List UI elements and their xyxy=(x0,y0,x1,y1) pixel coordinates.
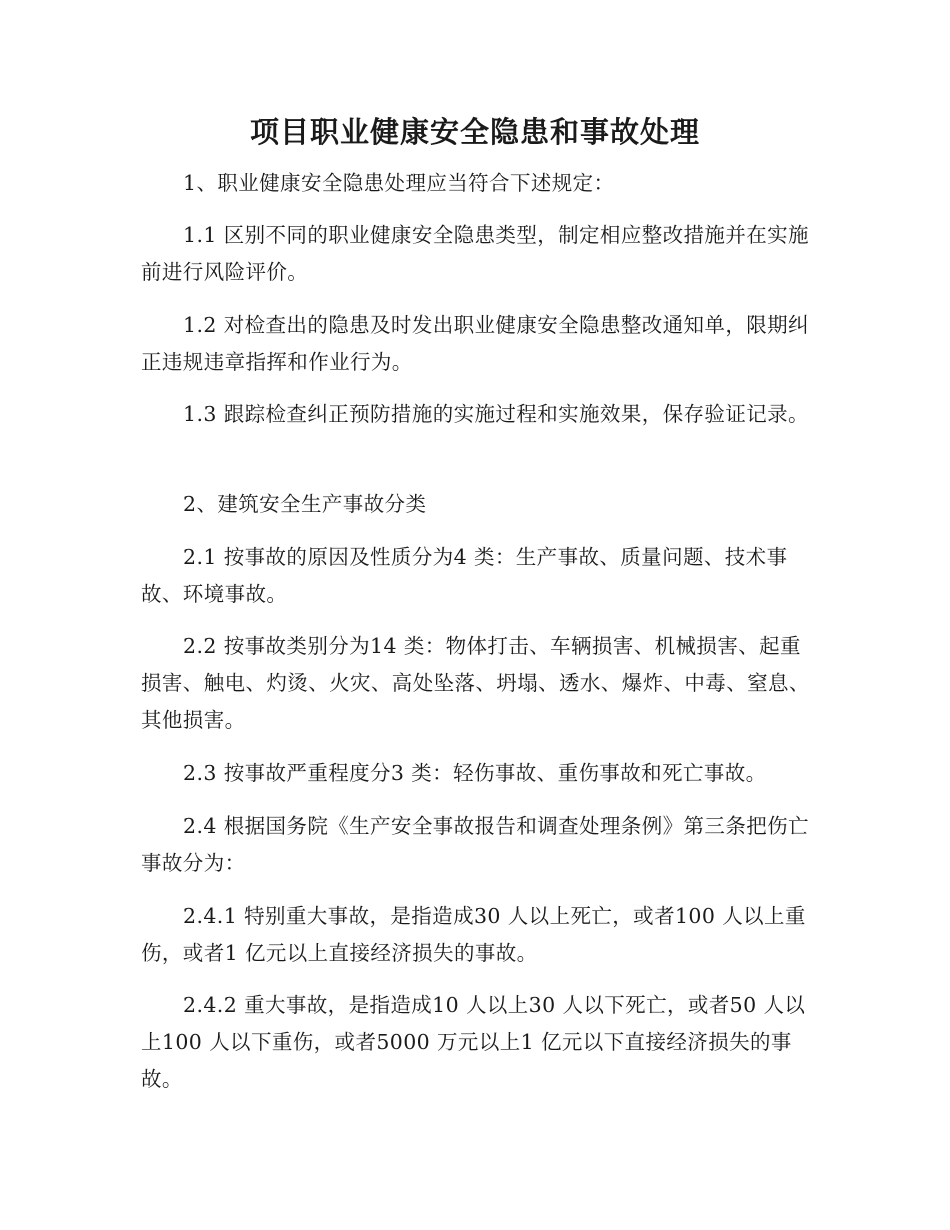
paragraph-2-4-1: 2.4.1 特别重大事故，是指造成30 人以上死亡，或者100 人以上重伤，或者1 亿元以上直接经济损失的事故。 xyxy=(141,904,806,965)
paragraph-2-2: 2.2 按事故类别分为14 类：物体打击、车辆损害、机械损害、起重损害、触电、灼烫、火灾、高处坠落、坍塌、透水、爆炸、中毒、窒息、其他损害。 xyxy=(141,634,810,732)
paragraph-2-1: 2.1 按事故的原因及性质分为4 类：生产事故、质量问题、技术事故、环境事故。 xyxy=(141,545,788,606)
paragraph-2-4: 2.4 根据国务院《生产安全事故报告和调查处理条例》第三条把伤亡事故分为： xyxy=(141,814,809,875)
document-title: 项目职业健康安全隐患和事故处理 xyxy=(249,115,700,149)
paragraph-2: 2、建筑安全生产事故分类 xyxy=(183,492,427,516)
paragraph-1: 1、职业健康安全隐患处理应当符合下述规定： xyxy=(183,171,615,195)
paragraph-1-2: 1.2 对检查出的隐患及时发出职业健康安全隐患整改通知单，限期纠正违规违章指挥和作业行为。 xyxy=(141,313,809,374)
paragraph-1-1: 1.1 区别不同的职业健康安全隐患类型，制定相应整改措施并在实施前进行风险评价。 xyxy=(141,223,809,284)
paragraph-1-3: 1.3 跟踪检查纠正预防措施的实施过程和实施效果，保存验证记录。 xyxy=(183,402,809,426)
paragraph-2-3: 2.3 按事故严重程度分3 类：轻伤事故、重伤事故和死亡事故。 xyxy=(183,761,767,785)
paragraph-2-4-2: 2.4.2 重大事故，是指造成10 人以上30 人以下死亡，或者50 人以上100 人以下重伤，或者5000 万元以上1 亿元以下直接经济损失的事故。 xyxy=(141,993,806,1091)
